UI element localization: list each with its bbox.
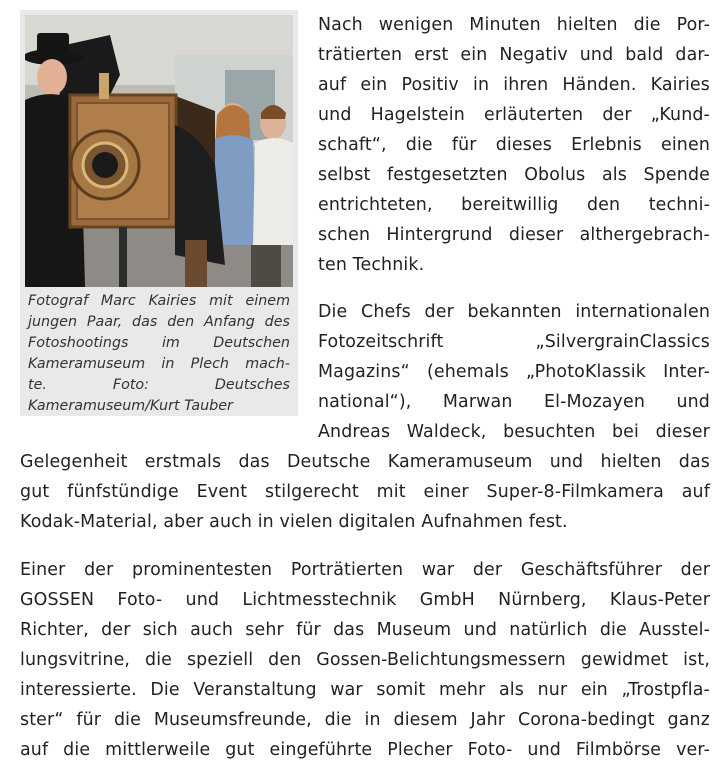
text-line: schaft“, die für dieses Erlebnis einen: [318, 135, 710, 155]
text-line: Die Chefs der bekannten internationalen: [318, 302, 710, 322]
text-line: Richter, der sich auch sehr für das Museum und natürlich die Ausstel-: [20, 620, 710, 640]
text-line: Gelegenheit erstmals das Deutsche Kameramuseum und hielten das: [20, 452, 710, 472]
photo-figure: [20, 10, 298, 416]
text-line: ten Technik.: [318, 255, 425, 275]
text-line: Nach wenigen Minuten hielten die Por-: [318, 15, 710, 35]
photo-caption: [28, 291, 290, 417]
text-line: entrichteten, bereitwillig den techni-: [318, 195, 710, 215]
text-line: Einer der prominentesten Porträtierten war der Geschäftsführer der: [20, 560, 710, 580]
text-line: Fotozeitschrift „SilvergrainClassics: [318, 332, 710, 352]
text-line: ster“ für die Museumsfreunde, die in diesem Jahr Corona-bedingt ganz: [20, 710, 710, 730]
text-line: auf ein Positiv in ihren Händen. Kairies: [318, 75, 710, 95]
paragraph-3: [20, 555, 710, 765]
text-line: GOSSEN Foto- und Lichtmesstechnik GmbH Nürnberg, Klaus-Peter: [20, 590, 710, 610]
text-line: schen Hintergrund dieser althergebrach-: [318, 225, 710, 245]
paragraph-2-full: [20, 447, 710, 537]
caption-line: Fotoshootings im Deutschen: [28, 335, 290, 351]
text-line: lungsvitrine, die speziell den Gossen-Belichtungsmessern gewidmet ist,: [20, 650, 710, 670]
text-line: trätierten erst ein Negativ und bald dar-: [318, 45, 710, 65]
photo-photographer-with-camera[interactable]: [25, 15, 293, 287]
text-line: und Hagelstein erläuterten der „Kund-: [318, 105, 710, 125]
text-line: gut fünfstündige Event stilgerecht mit einer Super-8-Filmkamera auf: [20, 482, 710, 502]
paragraph-2-wrapped: [318, 297, 710, 447]
caption-line: Kameramuseum/Kurt Tauber: [28, 398, 233, 414]
text-line: Magazins“ (ehemals „PhotoKlassik Inter-: [318, 362, 710, 382]
text-line: interessierte. Die Veranstaltung war somit mehr als nur ein „Trostpfla-: [20, 680, 710, 700]
caption-line: Fotograf Marc Kairies mit einem: [28, 293, 290, 309]
text-line: national“), Marwan El-Mozayen und: [318, 392, 710, 412]
text-line: Andreas Waldeck, besuchten bei dieser: [318, 422, 710, 442]
paragraph-1: [318, 10, 710, 280]
caption-line: Kameramuseum in Plech mach-: [28, 356, 290, 372]
caption-line: te. Foto: Deutsches: [28, 377, 290, 393]
text-line: selbst festgesetzten Obolus als Spende: [318, 165, 710, 185]
text-line: auf die mittlerweile gut eingeführte Plecher Foto- und Filmbörse ver-: [20, 740, 710, 760]
caption-line: jungen Paar, das den Anfang des: [28, 314, 290, 330]
text-line: Kodak-Material, aber auch in vielen digitalen Aufnahmen fest.: [20, 512, 568, 532]
